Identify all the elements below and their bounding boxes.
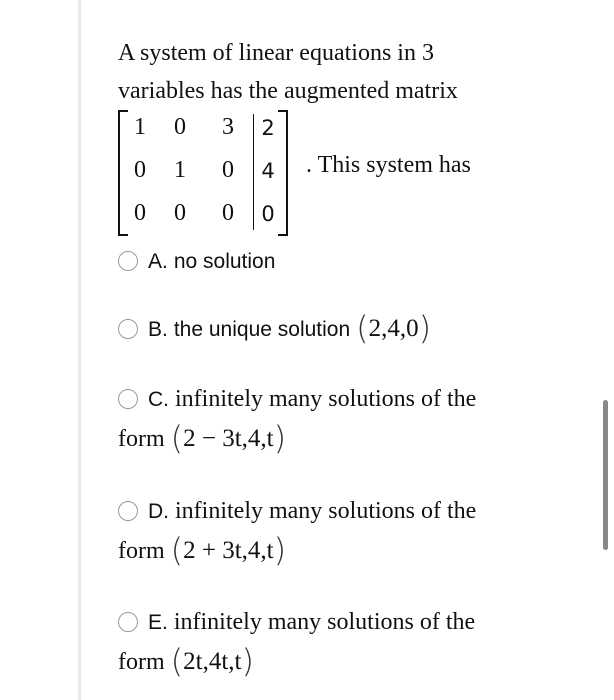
option-b[interactable] — [118, 309, 588, 349]
option-text: infinitely many solutions of the — [175, 498, 477, 524]
close-paren: ) — [241, 642, 254, 680]
content-left-border — [78, 0, 81, 700]
option-math: 2,4,0 — [368, 315, 419, 342]
radio-button[interactable] — [118, 319, 138, 339]
radio-button[interactable] — [118, 389, 138, 409]
open-paren: ( — [170, 419, 184, 457]
open-paren: ( — [170, 531, 184, 569]
option-e[interactable] — [118, 603, 588, 681]
question-line-1: A system of linear equations in 3 — [118, 40, 434, 66]
option-text: infinitely many solutions of the — [175, 386, 477, 412]
option-text-2: form — [118, 538, 165, 564]
option-c[interactable] — [118, 380, 588, 458]
matrix-cell: 0 — [174, 114, 186, 140]
question-line-2: variables has the augmented matrix — [118, 78, 458, 104]
matrix-cell: 4 — [261, 159, 275, 183]
matrix-cell: 0 — [134, 200, 146, 226]
question-after-matrix: . This system has — [306, 152, 471, 178]
matrix-row — [118, 108, 588, 238]
matrix-cell: 1 — [174, 157, 186, 183]
option-d[interactable] — [118, 492, 588, 570]
option-letter: B. — [148, 318, 168, 341]
option-text: no solution — [173, 250, 276, 273]
option-math: 2 + 3t,4,t — [183, 537, 274, 564]
option-math: 2 − 3t,4,t — [183, 425, 274, 452]
close-paren: ) — [273, 419, 287, 457]
option-text: the unique solution — [173, 318, 351, 341]
matrix-cell: 3 — [222, 114, 234, 140]
matrix-cell: 2 — [261, 116, 275, 140]
close-paren: ) — [418, 309, 432, 347]
matrix-right-bracket — [278, 110, 288, 236]
radio-button[interactable] — [118, 612, 138, 632]
matrix-cell: 0 — [222, 157, 234, 183]
matrix-cell: 0 — [222, 200, 234, 226]
matrix-cell: 0 — [174, 200, 186, 226]
option-a[interactable] — [118, 242, 588, 281]
matrix-cell: 0 — [134, 157, 146, 183]
question-text — [118, 34, 588, 110]
radio-button[interactable] — [118, 251, 138, 271]
augmented-matrix — [118, 108, 293, 236]
matrix-cell: 0 — [261, 202, 275, 226]
scrollbar-thumb[interactable] — [603, 400, 608, 550]
radio-button[interactable] — [118, 501, 138, 521]
open-paren: ( — [170, 642, 184, 680]
option-letter: D. — [148, 500, 169, 523]
matrix-left-bracket — [118, 110, 128, 236]
option-text-2: form — [118, 426, 165, 452]
option-text: infinitely many solutions of the — [173, 609, 476, 635]
option-text-2: form — [118, 649, 165, 675]
close-paren: ) — [273, 531, 287, 569]
option-letter: C. — [148, 388, 169, 411]
option-letter: A. — [148, 250, 168, 273]
augmented-divider — [253, 114, 254, 230]
option-letter: E. — [148, 611, 168, 634]
option-math: 2t,4t,t — [183, 648, 242, 675]
open-paren: ( — [356, 309, 369, 347]
matrix-cell: 1 — [134, 114, 146, 140]
